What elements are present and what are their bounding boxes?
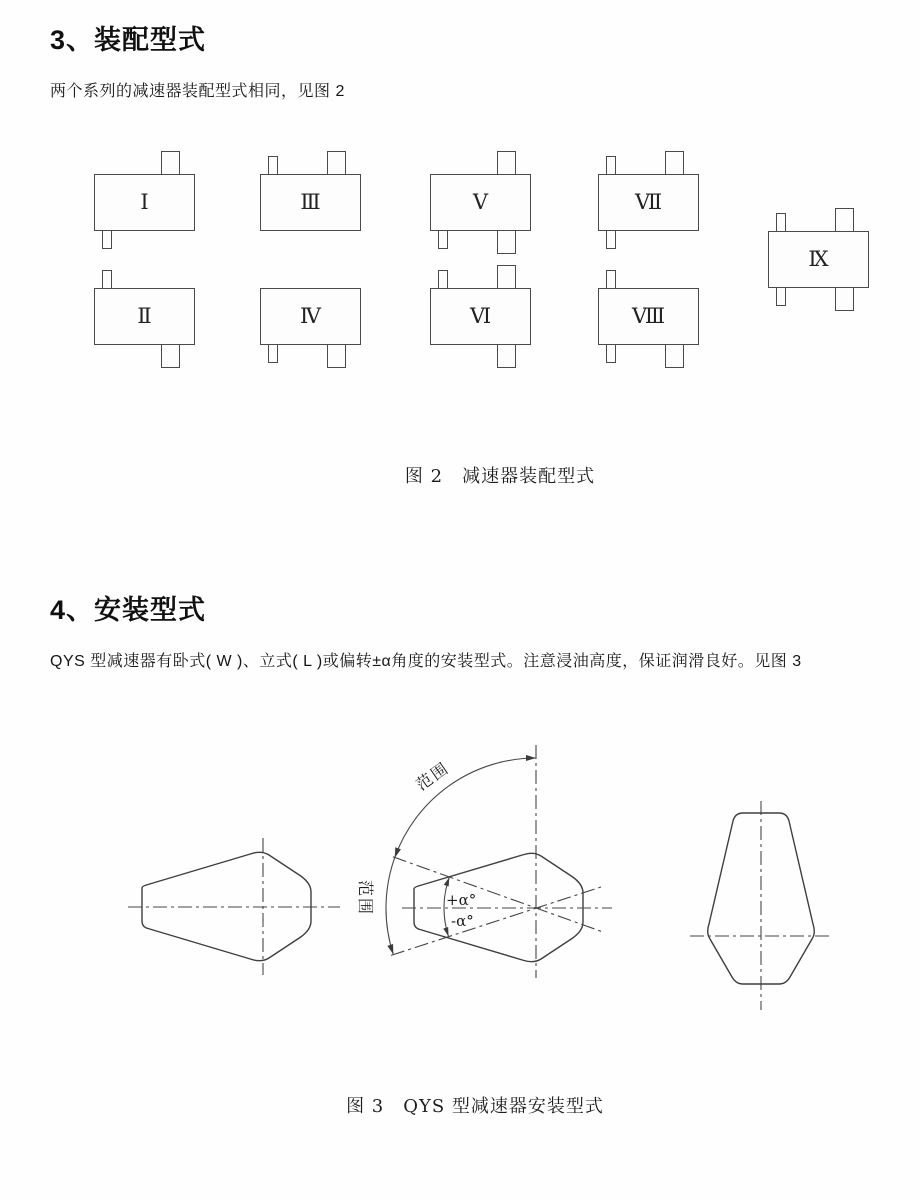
assembly-box-body	[94, 288, 195, 345]
assembly-box-body	[598, 288, 699, 345]
assembly-box	[430, 174, 531, 231]
assembly-box	[260, 174, 361, 231]
section4-heading: 4、安装型式	[50, 595, 207, 625]
swivel-range-arc-lower	[386, 858, 395, 955]
assembly-box-body	[430, 174, 531, 231]
assembly-box-body	[260, 174, 361, 231]
shaft-tab-br	[497, 342, 516, 368]
shaft-tab-br	[835, 285, 854, 311]
figure3-installation-diagram	[0, 700, 920, 1080]
assembly-box	[598, 288, 699, 345]
figure2-caption: 图 2 减速器装配型式	[404, 466, 596, 487]
diagonal-axis-minus-alpha	[391, 887, 601, 955]
shaft-tab-br	[327, 342, 346, 368]
shaft-tab-br	[665, 342, 684, 368]
section3-intro: 两个系列的减速器装配型式相同，见图 2	[50, 83, 345, 100]
shaft-tab-bl	[438, 228, 448, 249]
shaft-tab-bl	[268, 342, 278, 363]
section4-intro: QYS 型减速器有卧式( W )、立式( L )或偏转±α角度的安装型式。注意浸油高度，保证润滑良好。见图 3	[50, 653, 802, 670]
assembly-box	[94, 288, 195, 345]
assembly-box-label: Ⅴ	[472, 190, 489, 214]
shaft-tab-bl	[606, 342, 616, 363]
assembly-box-label: Ⅲ	[300, 190, 321, 214]
assembly-box-body	[430, 288, 531, 345]
shaft-tab-br	[161, 342, 180, 368]
assembly-box-label: Ⅳ	[300, 304, 321, 328]
shaft-tab-bl	[606, 228, 616, 249]
assembly-box	[430, 288, 531, 345]
assembly-box-label: Ⅶ	[634, 190, 663, 214]
shaft-tab-bl	[102, 228, 112, 249]
figure3-caption: 图 3 QYS 型减速器安装型式	[346, 1096, 604, 1117]
range-label-side: 范围	[356, 880, 375, 917]
assembly-box-body	[768, 231, 869, 288]
assembly-box-label: Ⅵ	[469, 304, 492, 328]
assembly-box-body	[598, 174, 699, 231]
assembly-box-label: Ⅱ	[137, 304, 152, 328]
assembly-box-label: Ⅰ	[140, 190, 149, 214]
assembly-box	[768, 231, 869, 288]
shaft-tab-br	[497, 228, 516, 254]
range-label-arc: 范围	[412, 758, 453, 795]
assembly-box-body	[260, 288, 361, 345]
assembly-box-body	[94, 174, 195, 231]
arc-arrowhead-top	[526, 755, 536, 761]
assembly-box-label: Ⅷ	[631, 304, 666, 328]
swivel-range-arc-upper	[395, 758, 536, 858]
assembly-box	[94, 174, 195, 231]
shaft-tab-bl	[776, 285, 786, 306]
assembly-box	[260, 288, 361, 345]
minus-alpha-label: -α°	[451, 912, 474, 930]
figure2-assembly-diagram	[0, 0, 920, 520]
plus-alpha-label: +α°	[446, 891, 477, 909]
section3-heading: 3、装配型式	[50, 25, 207, 55]
assembly-box-label: Ⅸ	[808, 247, 829, 271]
assembly-box	[598, 174, 699, 231]
